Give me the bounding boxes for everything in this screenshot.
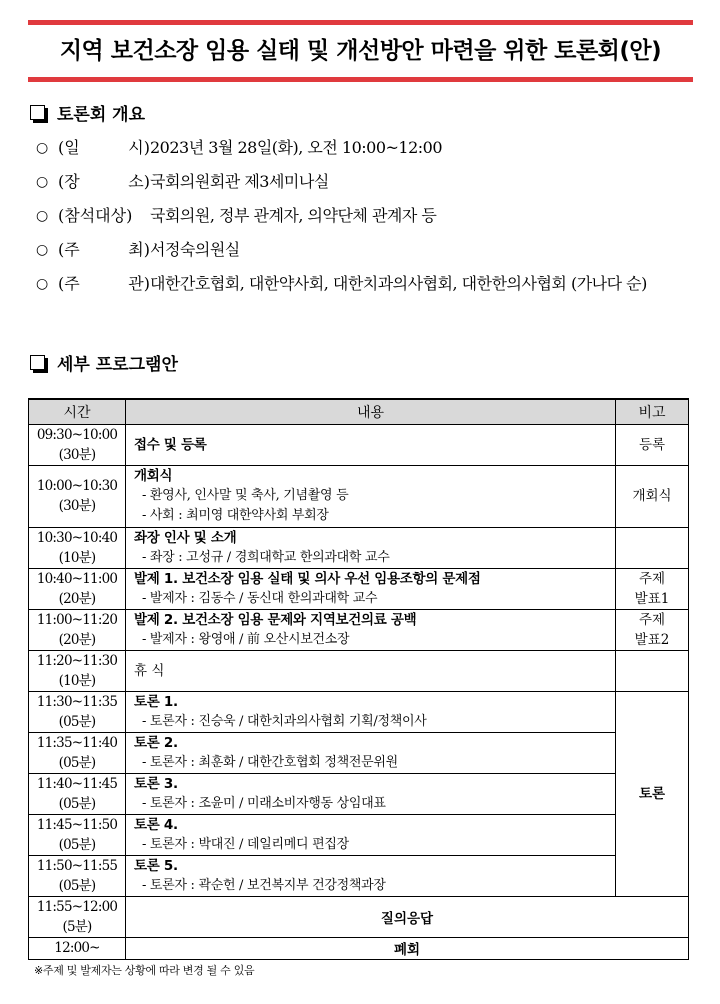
time-cell: 10:30~10:40 (10분): [29, 527, 126, 568]
table-row: [29, 424, 689, 465]
overview-value: 대한간호협회, 대한약사회, 대한치과의사협회, 대한한의사협회 (가나다 순): [150, 274, 647, 293]
overview-item-organizer: [36, 269, 696, 331]
overview-list: [36, 133, 696, 331]
overview-value: 국회의원, 정부 관계자, 의약단체 관계자 등: [150, 206, 437, 225]
time-cell: 09:30~10:00 (30분): [29, 424, 126, 465]
time-cell: 10:40~11:00 (20분): [29, 568, 126, 609]
table-row: [29, 732, 689, 773]
discussion-note-cell: 토론: [616, 691, 689, 896]
time-cell: 11:20~11:30 (10분): [29, 650, 126, 691]
content-cell: 접수 및 등록: [126, 424, 616, 465]
note-cell: 주제 발표1: [616, 568, 689, 609]
content-cell: 발제 2. 보건소장 임용 문제와 지역보건의료 공백 - 발제자 : 왕영애 / 前 오산시보건소장: [126, 609, 616, 650]
table-row: [29, 855, 689, 896]
table-row: [29, 773, 689, 814]
table-row-qa: [29, 896, 689, 937]
note-cell: [616, 650, 689, 691]
time-cell: 11:45~11:50 (05분): [29, 814, 126, 855]
circle-bullet-icon: ○: [36, 242, 49, 258]
overview-value: 국회의원회관 제3세미나실: [150, 172, 329, 191]
checkbox-square-icon: [30, 355, 45, 370]
circle-bullet-icon: ○: [36, 208, 49, 224]
overview-item-place: [36, 167, 696, 201]
content-cell: 좌장 인사 및 소개 - 좌장 : 고성규 / 경희대학교 한의과대학 교수: [126, 527, 616, 568]
overview-heading-text: 토론회 개요: [57, 105, 146, 125]
circle-bullet-icon: ○: [36, 276, 49, 292]
table-header-row: [29, 399, 689, 424]
content-cell: 개회식 - 환영사, 인사말 및 축사, 기념촬영 등 - 사회 : 최미영 대한약사회 부회장: [126, 465, 616, 527]
note-cell: 주제 발표2: [616, 609, 689, 650]
program-table: [28, 398, 689, 960]
table-row: [29, 609, 689, 650]
time-cell: 11:55~12:00 (5분): [29, 896, 126, 937]
time-cell: 12:00~: [29, 937, 126, 959]
content-cell: 토론 3. - 토론자 : 조윤미 / 미래소비자행동 상임대표: [126, 773, 616, 814]
time-cell: 11:40~11:45 (05분): [29, 773, 126, 814]
qa-cell: 질의응답: [126, 896, 689, 937]
program-heading-text: 세부 프로그램안: [57, 355, 178, 375]
page-title: 지역 보건소장 임용 실태 및 개선방안 마련을 위한 토론회(안): [59, 38, 662, 64]
table-row: [29, 814, 689, 855]
note-cell: [616, 527, 689, 568]
circle-bullet-icon: ○: [36, 140, 49, 156]
note-cell: 등록: [616, 424, 689, 465]
time-cell: 10:00~10:30 (30분): [29, 465, 126, 527]
circle-bullet-icon: ○: [36, 174, 49, 190]
table-row: [29, 465, 689, 527]
time-cell: 11:30~11:35 (05분): [29, 691, 126, 732]
table-row: [29, 568, 689, 609]
content-cell: 토론 5. - 토론자 : 곽순헌 / 보건복지부 건강정책과장: [126, 855, 616, 896]
overview-label: (장 소): [58, 172, 150, 191]
content-cell: 휴 식: [126, 650, 616, 691]
content-cell: 발제 1. 보건소장 임용 실태 및 의사 우선 임용조항의 문제점 - 발제자 : 김동수 / 동신대 한의과대학 교수: [126, 568, 616, 609]
overview-item-date: [36, 133, 696, 167]
header-content: 내용: [126, 399, 616, 424]
content-cell: 토론 4. - 토론자 : 박대진 / 데일리메디 편집장: [126, 814, 616, 855]
time-cell: 11:00~11:20 (20분): [29, 609, 126, 650]
time-cell: 11:50~11:55 (05분): [29, 855, 126, 896]
table-row-closing: [29, 937, 689, 959]
table-row: [29, 650, 689, 691]
program-heading: [30, 350, 178, 375]
table-row: [29, 691, 689, 732]
note-cell: 개회식: [616, 465, 689, 527]
overview-heading: [30, 100, 145, 125]
overview-item-host: [36, 235, 696, 269]
title-bottom-bar: [28, 77, 693, 82]
content-cell: 토론 2. - 토론자 : 최훈화 / 대한간호협회 정책전문위원: [126, 732, 616, 773]
title-block: [28, 20, 693, 82]
overview-value: 2023년 3월 28일(화), 오전 10:00~12:00: [150, 138, 443, 157]
overview-label: (일 시): [58, 138, 150, 157]
table-row: [29, 527, 689, 568]
header-note: 비고: [616, 399, 689, 424]
overview-label: (주 최): [58, 240, 150, 259]
time-cell: 11:35~11:40 (05분): [29, 732, 126, 773]
checkbox-square-icon: [30, 105, 45, 120]
overview-item-attendees: [36, 201, 696, 235]
closing-cell: 폐회: [126, 937, 689, 959]
overview-label: (참석대상): [58, 206, 133, 225]
overview-value: 서정숙의원실: [150, 240, 240, 259]
content-cell: 토론 1. - 토론자 : 진승욱 / 대한치과의사협회 기획/정책이사: [126, 691, 616, 732]
footnote: ※주제 및 발제자는 상황에 따라 변경 될 수 있음: [34, 964, 255, 977]
overview-label: (주 관): [58, 274, 150, 293]
header-time: 시간: [29, 399, 126, 424]
